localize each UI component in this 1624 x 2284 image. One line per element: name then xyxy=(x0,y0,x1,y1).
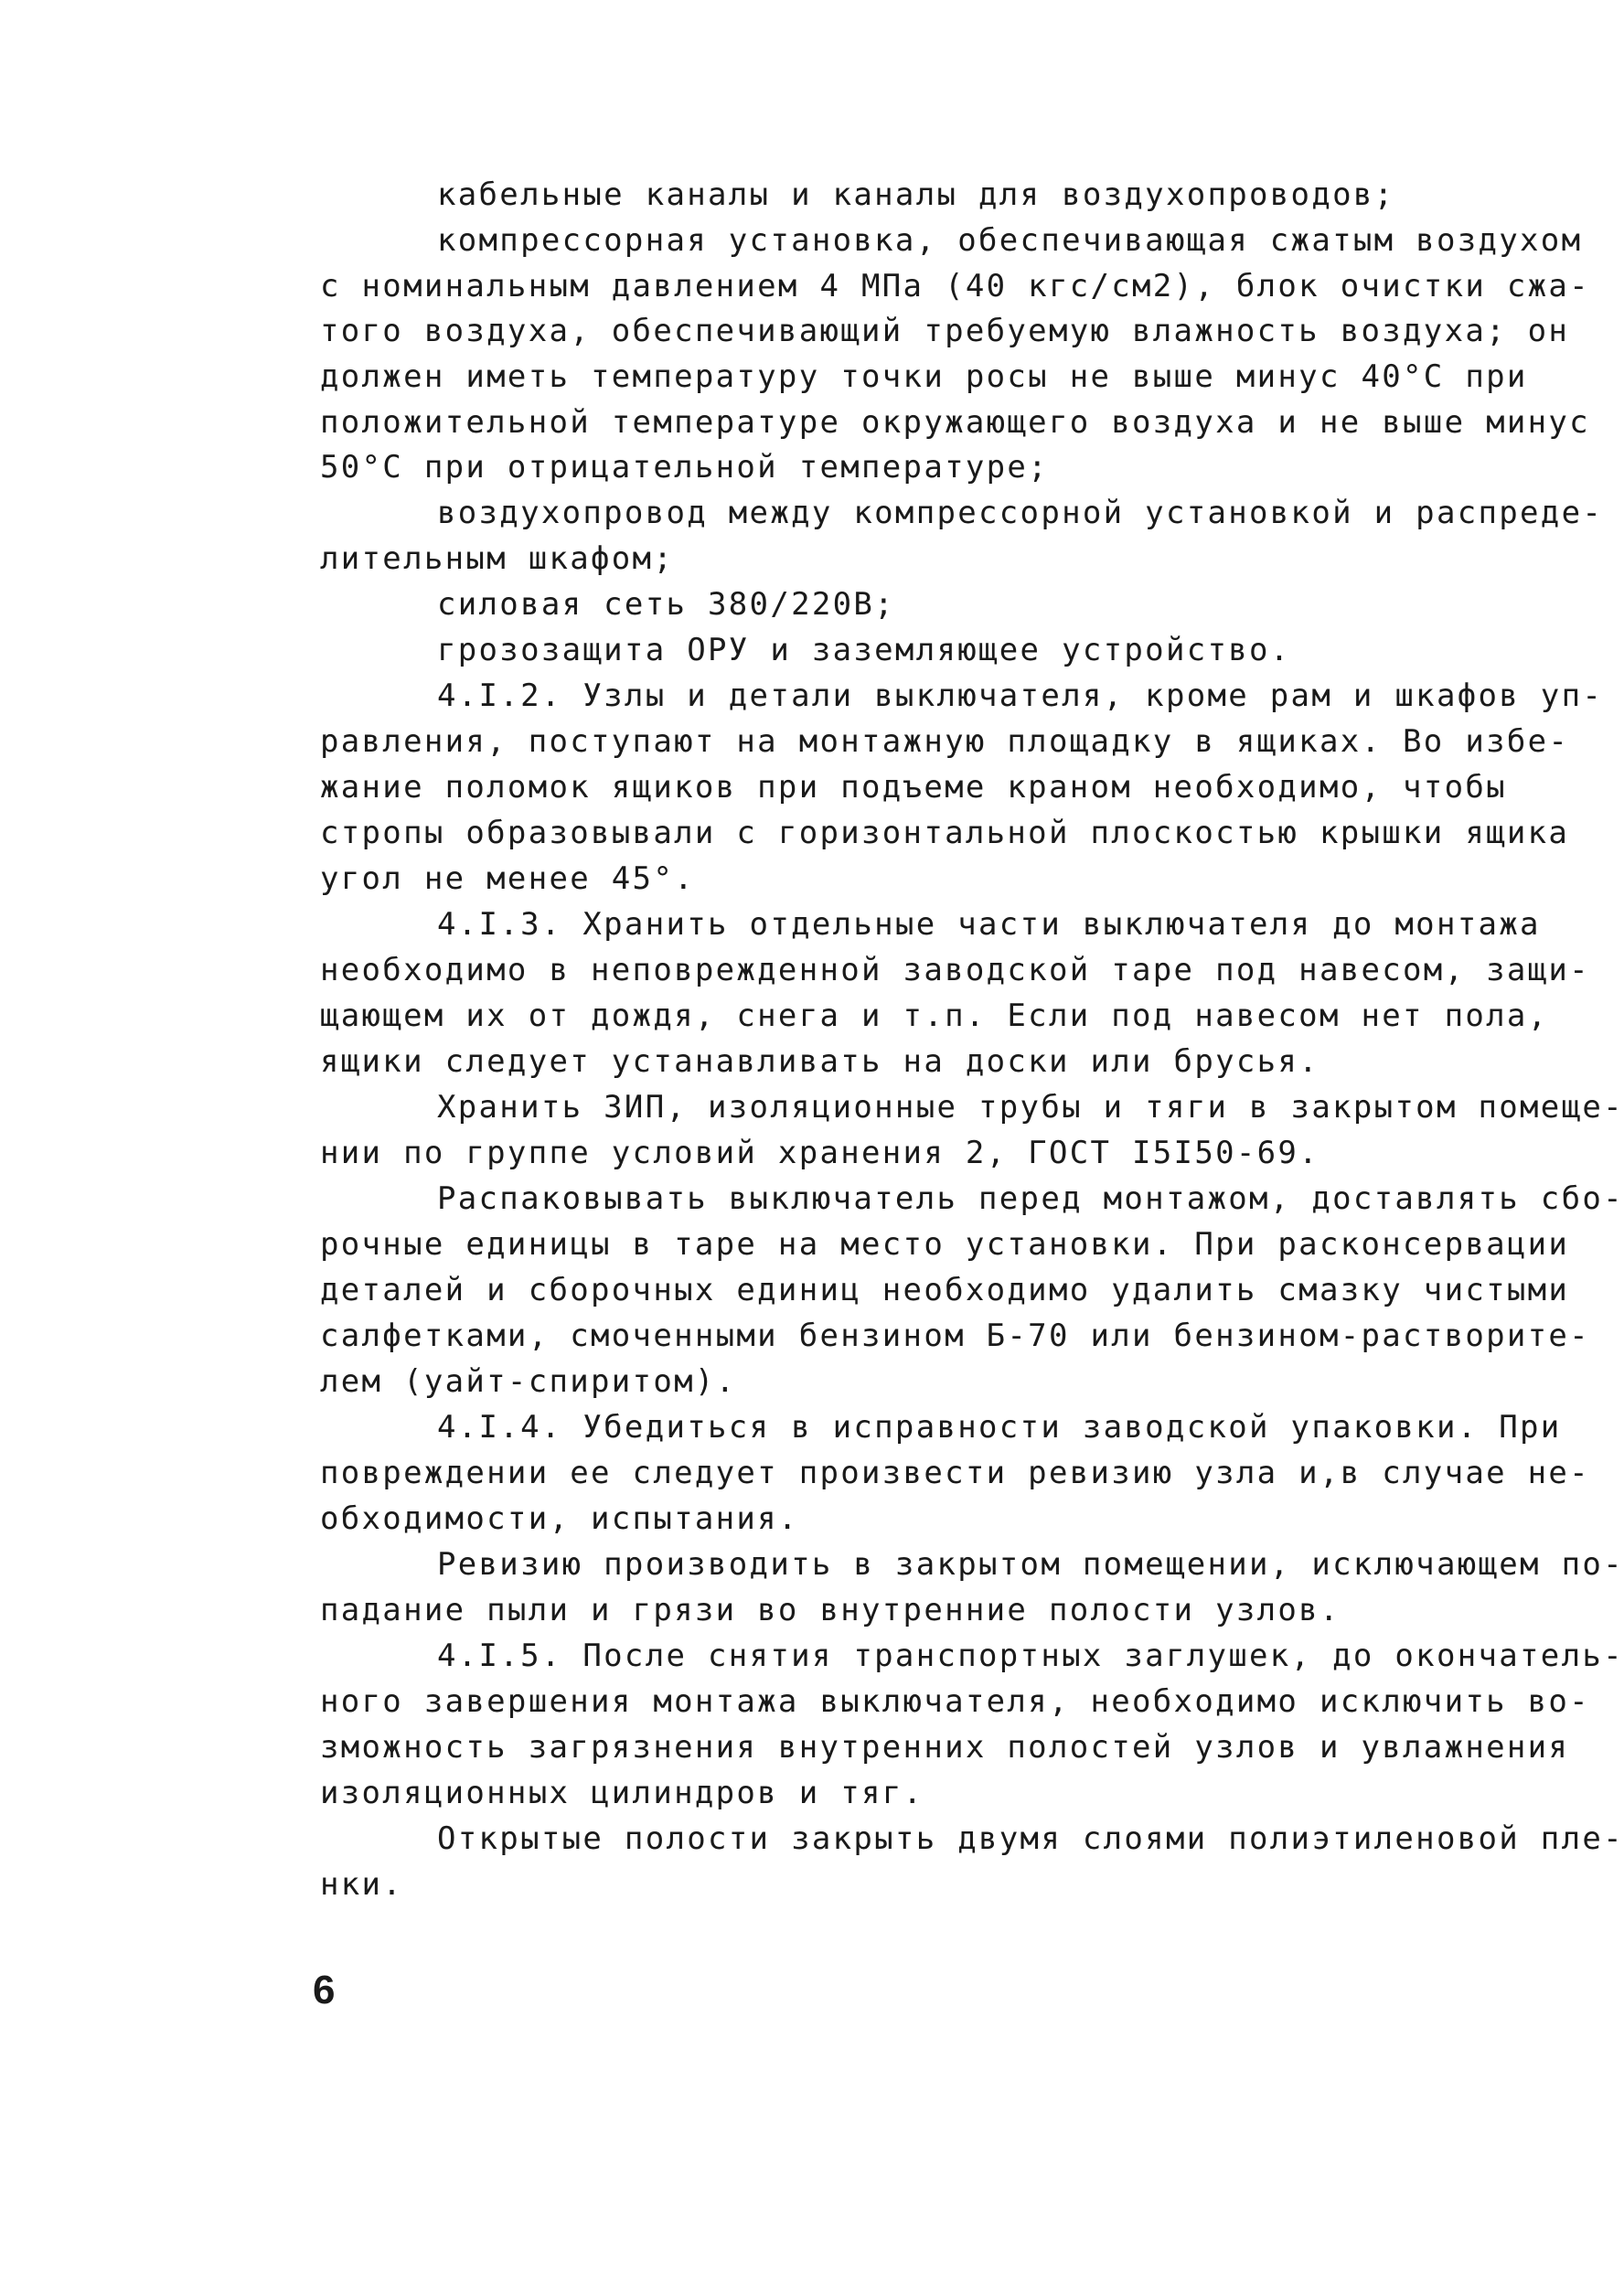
text-line: необходимо в неповрежденной заводской таре под навесом, защи- xyxy=(320,952,1590,988)
text-line: воздухопровод между компрессорной установкой и распреде- xyxy=(437,495,1604,531)
text-line: лительным шкафом; xyxy=(320,540,675,577)
text-line: Хранить ЗИП, изоляционные трубы и тяги в закрытом помеще- xyxy=(437,1089,1624,1126)
text-line: угол не менее 45°. xyxy=(320,860,695,897)
text-line: рочные единицы в таре на место установки. При расконсервации xyxy=(320,1226,1570,1263)
text-line: обходимости, испытания. xyxy=(320,1500,799,1537)
text-line: 4.I.2. Узлы и детали выключателя, кроме рам и шкафов уп- xyxy=(437,678,1604,714)
text-line: 4.I.4. Убедиться в исправности заводской упаковки. При xyxy=(437,1409,1562,1446)
text-line: нии по группе условий хранения 2, ГОСТ I5I50-69. xyxy=(320,1135,1320,1171)
text-line: зможность загрязнения внутренних полостей узлов и увлажнения xyxy=(320,1729,1570,1766)
text-line: щающем их от дождя, снега и т.п. Если под навесом нет пола, xyxy=(320,998,1549,1034)
text-line: ного завершения монтажа выключателя, необходимо исключить во- xyxy=(320,1683,1590,1720)
text-line: лем (уайт-спиритом). xyxy=(320,1363,737,1400)
text-line: повреждении ее следует произвести ревизию узла и,в случае не- xyxy=(320,1455,1590,1491)
text-line: Открытые полости закрыть двумя слоями полиэтиленовой пле- xyxy=(437,1820,1624,1857)
text-line: того воздуха, обеспечивающий требуемую влажность воздуха; он xyxy=(320,313,1570,349)
text-line: положительной температуре окружающего воздуха и не выше минус xyxy=(320,404,1590,441)
text-line: Распаковывать выключатель перед монтажом, доставлять сбо- xyxy=(437,1180,1624,1217)
text-line: Ревизию производить в закрытом помещении, исключающем по- xyxy=(437,1546,1624,1583)
text-line: нки. xyxy=(320,1866,404,1903)
text-line: изоляционных цилиндров и тяг. xyxy=(320,1775,924,1811)
text-line: деталей и сборочных единиц необходимо удалить смазку чистыми xyxy=(320,1272,1570,1308)
text-line: 4.I.5. После снятия транспортных заглушек, до окончатель- xyxy=(437,1638,1624,1674)
text-line: салфетками, смоченными бензином Б-70 или бензином-растворите- xyxy=(320,1318,1590,1354)
text-line: грозозащита ОРУ и заземляющее устройство. xyxy=(437,632,1291,668)
text-line: силовая сеть 380/220В; xyxy=(437,586,895,623)
text-line: падание пыли и грязи во внутренние полости узлов. xyxy=(320,1592,1341,1628)
text-line: 50°С при отрицательной температуре; xyxy=(320,449,1049,486)
page-number: 6 xyxy=(313,1968,336,2012)
text-line: жание поломок ящиков при подъеме краном необходимо, чтобы xyxy=(320,769,1507,806)
text-line: кабельные каналы и каналы для воздухопроводов; xyxy=(437,176,1395,213)
text-line: стропы образовывали с горизонтальной плоскостью крышки ящика xyxy=(320,815,1570,851)
text-line: компрессорная установка, обеспечивающая сжатым воздухом xyxy=(437,222,1583,259)
text-line: должен иметь температуру точки росы не выше минус 40°С при xyxy=(320,358,1528,395)
text-line: с номинальным давлением 4 МПа (40 кгс/см2), блок очистки сжа- xyxy=(320,268,1590,304)
text-line: равления, поступают на монтажную площадку в ящиках. Во избе- xyxy=(320,723,1570,760)
text-line: ящики следует устанавливать на доски или брусья. xyxy=(320,1043,1320,1080)
text-line: 4.I.3. Хранить отдельные части выключателя до монтажа xyxy=(437,906,1541,943)
